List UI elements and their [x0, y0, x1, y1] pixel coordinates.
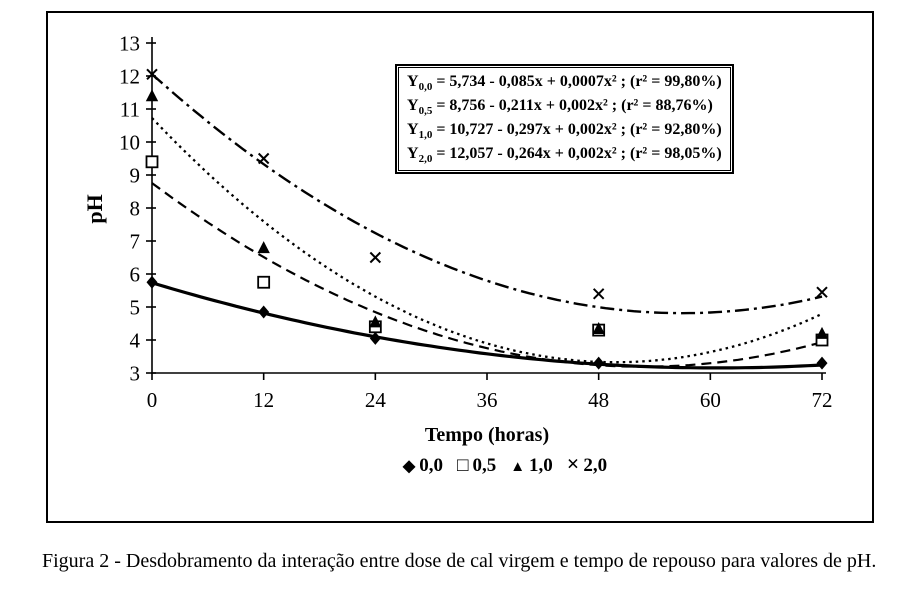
x-tick-label: 24: [364, 388, 386, 412]
legend-label: 0,0: [419, 455, 443, 476]
y-tick-label: 3: [129, 361, 140, 386]
data-point-1,0: [816, 327, 828, 339]
y-tick-label: 10: [119, 130, 140, 155]
data-point-1,0: [257, 241, 269, 253]
data-point-0,0: [593, 357, 604, 370]
y-tick-label: 5: [129, 295, 140, 320]
equation-subscript: 0,0: [418, 81, 433, 94]
equation-body: = 10,727 - 0,297x + 0,002x² ; (r² = 92,80%): [432, 121, 722, 138]
y-tick-label: 4: [129, 328, 140, 353]
diamond-marker-icon: ◆: [402, 458, 416, 475]
equation-line-2,0: [407, 142, 722, 166]
x-tick-label: 0: [146, 388, 158, 412]
y-tick-label: 6: [129, 262, 140, 287]
equation-subscript: 0,5: [418, 105, 433, 118]
y-tick-label: 7: [129, 229, 140, 254]
legend-label: 1,0: [529, 455, 553, 476]
equation-line-0,0: [407, 70, 722, 94]
data-point-0,0: [147, 276, 158, 289]
square-marker-icon: □: [456, 455, 469, 476]
data-point-0,0: [258, 305, 269, 318]
equation-y-symbol: Y: [407, 145, 419, 162]
equation-subscript: 1,0: [418, 129, 433, 142]
y-tick-label: 11: [119, 97, 140, 122]
figure-caption: Figura 2 - Desdobramento da interação entre dose de cal virgem e tempo de repouso para valores de pH.: [42, 550, 877, 572]
figure-frame: [46, 11, 874, 523]
legend-item-0,0: [403, 455, 443, 477]
equation-y-symbol: Y: [407, 121, 419, 138]
x-tick-label: 12: [253, 388, 275, 412]
x-tick-label: 36: [476, 388, 498, 412]
equation-body: = 8,756 - 0,211x + 0,002x² ; (r² = 88,76%): [432, 97, 713, 114]
equation-line-0,5: [407, 94, 722, 118]
x-axis-title: Tempo (horas): [424, 424, 550, 446]
equation-body: = 12,057 - 0,264x + 0,002x² ; (r² = 98,05%): [432, 145, 722, 162]
y-axis-title: pH: [82, 194, 107, 224]
y-tick-label: 13: [119, 31, 140, 56]
x-tick-label: 48: [588, 388, 610, 412]
y-tick-label: 8: [129, 196, 140, 221]
x-marker-icon: ×: [566, 451, 580, 476]
triangle-marker-icon: ▲: [510, 459, 526, 475]
legend-label: 2,0: [583, 455, 608, 476]
equation-y-symbol: Y: [407, 73, 419, 90]
equation-subscript: 2,0: [418, 153, 433, 166]
legend-item-2,0: [567, 451, 607, 477]
equation-box: [395, 64, 734, 174]
series-curve-0,0: [152, 283, 822, 368]
data-point-0,5: [147, 156, 158, 167]
data-point-0,5: [258, 277, 269, 288]
data-point-0,0: [817, 357, 828, 370]
y-tick-label: 9: [129, 163, 140, 188]
equation-y-symbol: Y: [407, 97, 419, 114]
x-tick-label: 60: [699, 388, 721, 412]
chart-legend: [168, 451, 842, 477]
legend-label: 0,5: [472, 455, 497, 476]
y-tick-label: 12: [119, 64, 140, 89]
data-point-0,0: [370, 332, 381, 345]
equation-line-1,0: [407, 118, 722, 142]
equation-box-content: [398, 67, 731, 171]
x-tick-label: 72: [811, 388, 833, 412]
legend-item-0,5: [457, 455, 496, 477]
data-point-1,0: [146, 89, 158, 101]
series-curve-0,5: [152, 183, 822, 367]
legend-item-1,0: [510, 455, 553, 477]
equation-body: = 5,734 - 0,085x + 0,0007x² ; (r² = 99,80%): [432, 73, 722, 90]
